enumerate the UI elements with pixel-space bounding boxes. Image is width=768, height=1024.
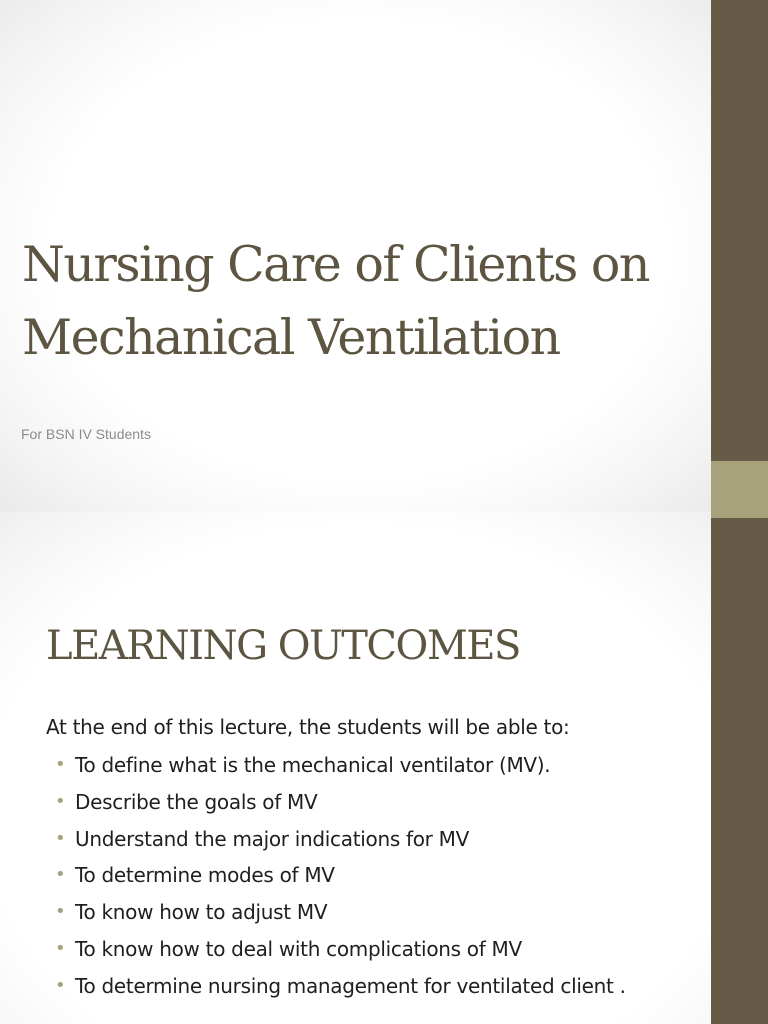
list-item-text: To know how to deal with complications of MV — [75, 936, 522, 961]
slide-title-line-2: Mechanical Ventilation — [22, 309, 560, 366]
list-item — [55, 972, 626, 1009]
list-item — [55, 898, 626, 935]
slide-title — [22, 228, 702, 374]
intro-text: At the end of this lecture, the students will be able to: — [46, 715, 570, 739]
list-item-text: To define what is the mechanical ventilator (MV). — [75, 753, 551, 777]
bullet-icon: • — [55, 937, 66, 959]
title-slide — [0, 0, 711, 512]
bullet-icon: • — [55, 901, 66, 923]
list-item-text: To determine nursing management for ventilated client . — [75, 973, 626, 998]
list-item — [55, 861, 626, 898]
list-item-text: Understand the major indications for MV — [75, 826, 469, 851]
outcomes-list — [55, 751, 626, 1009]
bullet-icon: • — [55, 827, 66, 849]
list-item — [55, 751, 626, 788]
bullet-icon: • — [55, 864, 66, 886]
list-item — [55, 935, 626, 972]
section-heading: LEARNING OUTCOMES — [46, 623, 520, 669]
list-item-text: To know how to adjust MV — [75, 900, 328, 925]
bullet-icon: • — [55, 754, 66, 775]
list-item-text: Describe the goals of MV — [75, 789, 318, 814]
sidebar-accent — [711, 461, 768, 518]
bullet-icon: • — [55, 974, 66, 996]
list-item — [55, 788, 626, 825]
list-item-text: To determine modes of MV — [75, 863, 335, 888]
bullet-icon: • — [55, 790, 66, 812]
list-item — [55, 825, 626, 862]
slide-subtitle: For BSN IV Students — [21, 426, 151, 442]
learning-outcomes-slide — [0, 512, 711, 1024]
slide-title-line-1: Nursing Care of Clients on — [22, 236, 649, 293]
